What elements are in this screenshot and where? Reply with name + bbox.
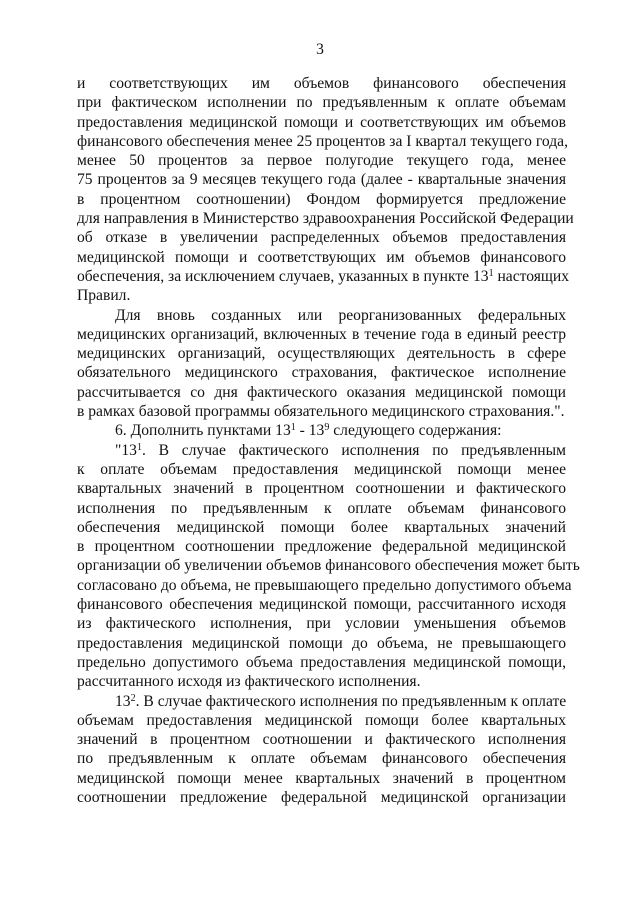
page-number: 3 <box>316 41 324 58</box>
text-line: финансового обеспечения менее 25 процентов за I квартал текущего года, <box>77 132 568 150</box>
text-line: организации об увеличении объемов финансового обеспечения может быть <box>77 557 580 575</box>
text-run: . В случае фактического исполнения по предъявленным <box>141 441 566 459</box>
text-line: медицинской помощи и соответствующих им объемов финансового <box>77 248 566 266</box>
text-line: рассчитывается со дня фактического оказания медицинской помощи <box>77 383 566 401</box>
superscript: 1 <box>488 267 494 279</box>
text-run: - 13 <box>295 422 325 440</box>
text-line <box>77 267 570 286</box>
text-line: значений в процентном соотношении и фактического исполнения <box>77 731 566 749</box>
text-line: в процентном соотношении) Фондом формируется предложение <box>77 190 566 208</box>
text-line: обязательного медицинского страхования, фактическое исполнение <box>77 364 566 382</box>
text-line: объемам предоставления медицинской помощи более квартальных <box>77 711 566 729</box>
text-line: в процентном соотношении предложение федеральной медицинской <box>77 538 566 556</box>
text-line: при фактическом исполнении по предъявленным к оплате объемам <box>77 94 566 112</box>
text-run: следующего содержания: <box>329 422 502 440</box>
text-line: медицинских организаций, осуществляющих деятельность в сфере <box>77 345 566 363</box>
text-line: Для вновь созданных или реорганизованных федеральных <box>115 306 566 324</box>
text-line: менее 50 процентов за первое полугодие текущего года, менее <box>77 152 566 170</box>
text-run: . В случае фактического исполнения по предъявленным к оплате <box>135 692 567 710</box>
text-line: в рамках базовой программы обязательного медицинского страхования.". <box>77 403 565 421</box>
text-line: Правил. <box>77 287 131 305</box>
text-line: соотношении предложение федеральной медицинской организации <box>77 788 566 806</box>
text-run: настоящих <box>493 267 570 285</box>
paragraph <box>77 441 580 692</box>
text-line: и соответствующих им объемов финансового обеспечения <box>77 75 566 92</box>
text-line: согласовано до объема, не превышающего предельно допустимого объема <box>77 576 572 594</box>
text-line <box>77 441 566 460</box>
text-line: финансового обеспечения медицинской помощи, рассчитанного исходя <box>77 596 566 614</box>
text-run: обеспечения, за исключением случаев, указанных в пункте 13 <box>77 267 489 285</box>
text-line: 75 процентов за 9 месяцев текущего года (далее - квартальные значения <box>77 171 566 189</box>
superscript: 1 <box>290 422 296 434</box>
paragraph <box>77 306 566 422</box>
text-line: предоставления медицинской помощи и соответствующих им объемов <box>77 113 566 131</box>
superscript: 1 <box>136 441 142 453</box>
text-line: предоставления медицинской помощи до объема, не превышающего <box>77 634 566 652</box>
text-line: медицинских организаций, включенных в течение года в единый реестр <box>77 325 566 343</box>
text-run: 6. Дополнить пунктами 13 <box>115 422 291 440</box>
superscript: 2 <box>130 692 136 704</box>
text-line: по предъявленным к оплате объемам финансового обеспечения <box>77 750 566 768</box>
document-body <box>77 74 580 807</box>
text-line: предельно допустимого объема предоставления медицинской помощи, <box>77 653 566 671</box>
text-line: к оплате объемам предоставления медицинской помощи менее <box>77 460 566 478</box>
text-run: "13 <box>115 441 137 459</box>
text-line: обеспечения медицинской помощи более квартальных значений <box>77 518 566 536</box>
superscript: 9 <box>324 422 330 434</box>
text-line: из фактического исполнения, при условии уменьшения объемов <box>77 615 566 633</box>
text-run: 13 <box>115 692 131 710</box>
text-line: рассчитанного исходя из фактического исполнения. <box>77 673 421 691</box>
text-line <box>77 692 566 711</box>
text-line: об отказе в увеличении распределенных объемов предоставления <box>77 229 566 247</box>
text-line <box>77 421 566 440</box>
paragraph <box>77 692 566 808</box>
text-line: квартальных значений в процентном соотношении и фактического <box>77 480 566 498</box>
paragraph <box>77 74 574 306</box>
text-line: для направления в Министерство здравоохранения Российской Федерации <box>77 210 574 228</box>
text-line: исполнения по предъявленным к оплате объемам финансового <box>77 499 566 517</box>
paragraph <box>77 421 566 440</box>
text-line: медицинской помощи менее квартальных значений в процентном <box>77 769 566 787</box>
